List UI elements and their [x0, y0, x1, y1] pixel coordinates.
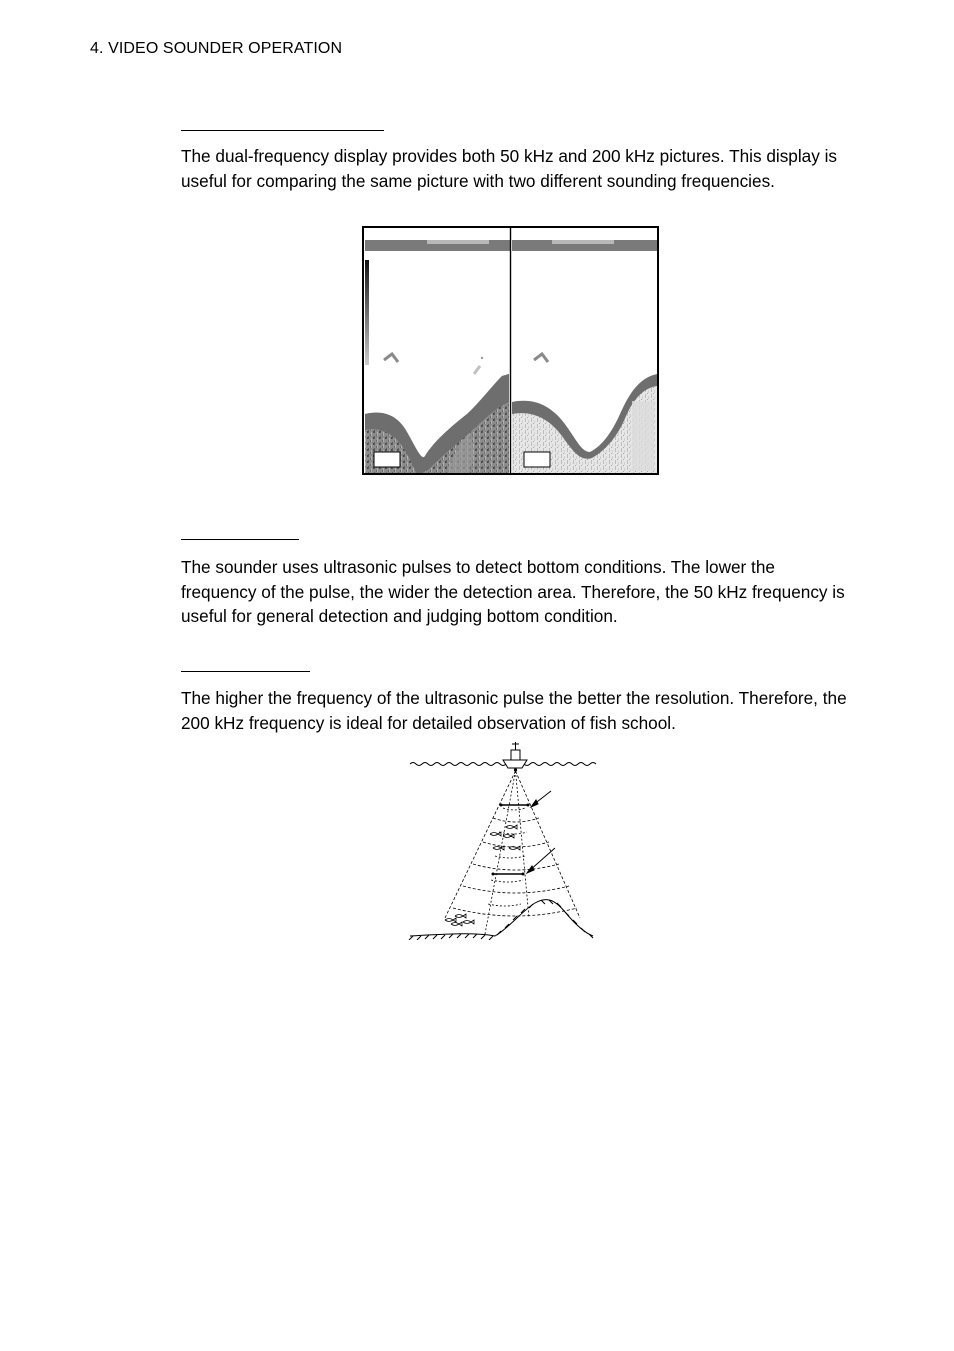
arrow-icon	[527, 791, 555, 873]
section-heading-rule-low-frequency	[181, 539, 299, 540]
paragraph-low-frequency: The sounder uses ultrasonic pulses to detect bottom conditions. The lower the frequency of the pulse, the wider the detection area. Therefore, the 50 kHz frequency is useful for general detection and judging bottom condition.	[181, 557, 845, 626]
header-bar-right	[512, 240, 657, 251]
running-header: 4. VIDEO SOUNDER OPERATION	[90, 40, 343, 57]
narrow-beam	[485, 771, 529, 934]
dual-frequency-echo-display	[362, 226, 659, 475]
section-heading-rule-dual-frequency	[181, 130, 384, 131]
beam-width-diagram	[405, 738, 597, 940]
paragraph-high-frequency: The higher the frequency of the ultrasonic pulse the better the resolution. Therefore, the 200 kHz frequency is ideal for detailed observation of fish school.	[181, 688, 847, 733]
range-box-right	[524, 452, 550, 467]
ship-icon	[503, 742, 527, 772]
range-box-left	[374, 452, 400, 467]
sea-surface	[410, 763, 596, 766]
header-bar-left	[365, 240, 510, 251]
color-bar	[365, 260, 369, 365]
wide-beam	[445, 771, 580, 918]
paragraph-dual-frequency: The dual-frequency display provides both 50 kHz and 200 kHz pictures. This display is useful for comparing the same picture with two different sounding frequencies.	[181, 146, 838, 191]
section-heading-rule-high-frequency	[181, 671, 310, 672]
